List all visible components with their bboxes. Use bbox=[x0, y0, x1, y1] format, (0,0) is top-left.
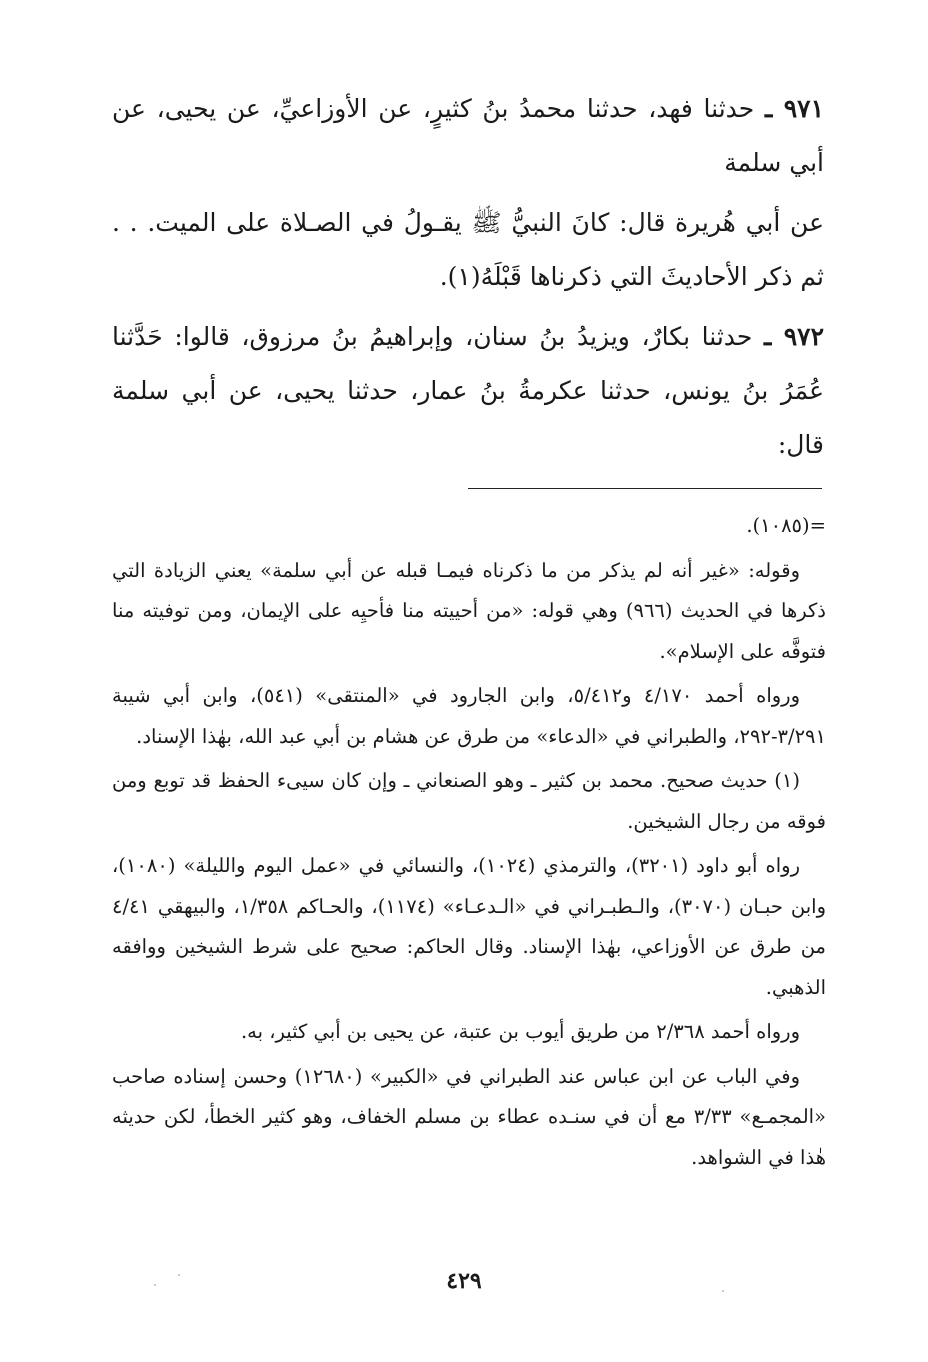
hadith-number-971: ٩٧١ ـ bbox=[764, 94, 825, 123]
page-number: ٤٢٩ bbox=[446, 1268, 482, 1294]
footnote-divider bbox=[468, 488, 822, 489]
main-text bbox=[112, 82, 824, 478]
footnotes bbox=[112, 506, 826, 1182]
scan-speck bbox=[154, 1284, 156, 1286]
hadith-971 bbox=[112, 82, 824, 190]
footnote-paragraph: وقوله: «غير أنه لم يذكر من ما ذكرناه فيمـا قبله عن أبي سلمة» يعني الزيادة التي ذكرها في الحديث (٩٦٦) وهي قوله: «من أحييته منا فأحيِه على الإيمان، ومن توفيته منا فتوفَّه على الإسلام». bbox=[112, 558, 826, 663]
footnote-paragraph: رواه أبو داود (٣٢٠١)، والترمذي (١٠٢٤)، والنسائي في «عمل اليوم والليلة» (١٠٨٠)، وابن حبـان (٣٠٧٠)، والـطبـراني في «الـدعـاء» (١١٧٤)، والحـاكم ١/٣٥٨، والبيهقي ٤/٤١ من طرق عن الأوزاعي، بهٰذا الإسناد. وقال الحاكم: صحيح على شرط الشيخين ووافقه الذهبي. bbox=[112, 854, 827, 999]
hadith-971-matn: عن أبي هُريرة قال: كانَ النبيُّ ﷺ يقـولُ في الصـلاة على الميت. . . ثم ذكر الأحاديثَ التي ذكرناها قَبْلَهُ(١). bbox=[112, 208, 824, 291]
footnote-paragraph: ورواه أحمد ٤/١٧٠ و٥/٤١٢، وابن الجارود في «المنتقى» (٥٤١)، وابن أبي شيبة ٣/٢٩١-٢٩٢، والطبراني في «الدعاء» من طرق عن هشام بن أبي عبد الله، بهٰذا الإسناد. bbox=[112, 684, 826, 748]
scan-speck bbox=[722, 1290, 724, 1292]
hadith-972-isnad: حدثنا بكارٌ، ويزيدُ بنُ سنان، وإبراهيمُ بنُ مرزوق، قالوا: حَدَّثنا عُمَرُ بنُ يونس، حدثنا عكرمةُ بنُ عمار، حدثنا يحيى، عن أبي سلمة قال: bbox=[112, 322, 824, 459]
footnote-paragraph: ورواه أحمد ٢/٣٦٨ من طريق أيوب بن عتبة، عن يحيى بن أبي كثير، به. bbox=[240, 1020, 800, 1043]
footnote-1: (١) حديث صحيح. محمد بن كثير ـ وهو الصنعاني ـ وإن كان سيىء الحفظ قد توبع ومن فوقه من رجال الشيخين. bbox=[112, 769, 826, 833]
scan-speck bbox=[178, 1274, 180, 1276]
footnote-continuation: =(١٠٨٥). bbox=[746, 514, 826, 537]
hadith-number-972: ٩٧٢ ـ bbox=[764, 322, 825, 351]
hadith-971-isnad: حدثنا فهد، حدثنا محمدُ بنُ كثيرٍ، عن الأوزاعيِّ، عن يحيى، عن أبي سلمة bbox=[112, 94, 824, 177]
hadith-972 bbox=[112, 310, 824, 472]
footnote-paragraph: وفي الباب عن ابن عباس عند الطبراني في «الكبير» (١٢٦٨٠) وحسن إسناده صاحب «المجمـع» ٣/٣٣ مع أن في سنـده عطاء بن مسلم الخفاف، وهو كثير الخطأ، لكن حديثه هٰذا في الشواهد. bbox=[112, 1064, 826, 1169]
